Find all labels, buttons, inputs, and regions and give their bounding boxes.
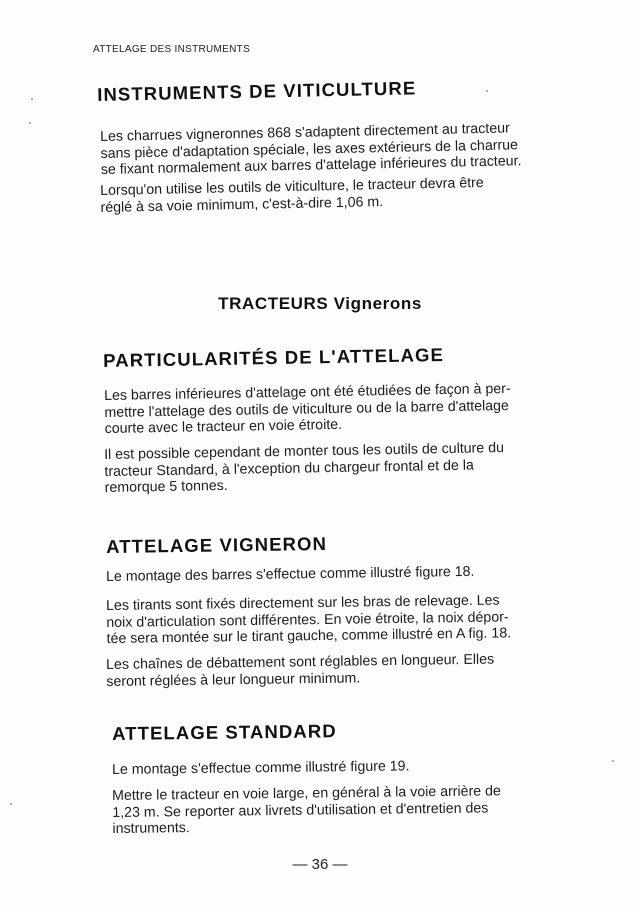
scan-speck xyxy=(10,803,12,805)
scan-speck xyxy=(612,760,614,762)
heading-attelage-standard: ATTELAGE STANDARD xyxy=(112,720,337,744)
scan-speck xyxy=(486,90,488,92)
heading-tracteurs-vignerons: TRACTEURS Vignerons xyxy=(218,294,422,313)
scan-speck xyxy=(29,122,31,124)
running-head: ATTELAGE DES INSTRUMENTS xyxy=(93,44,251,55)
page-number: — 36 — xyxy=(292,856,348,873)
paragraph-standard-1: Le montage s'effectue comme illustré figure 19. xyxy=(112,758,410,778)
paragraph-vigneron-3: Les chaînes de débattement sont réglables en longueur. Elles seront réglées à leur longueur minimum. xyxy=(106,651,495,690)
heading-viticulture: INSTRUMENTS DE VITICULTURE xyxy=(97,77,417,105)
heading-attelage-vigneron: ATTELAGE VIGNERON xyxy=(106,532,328,557)
paragraph-particularites-2: Il est possible cependant de monter tous les outils de culture du tracteur Standard, à l'exception du chargeur frontal et de la remorque 5 tonnes. xyxy=(104,440,505,496)
paragraph-viticulture-1: Les charrues vigneronnes 868 s'adaptent directement au tracteur sans pièce d'adaptation spéciale, les axes extérieurs de la charrue se fixant normalement aux barres d'attelage inférieures du tracteur. xyxy=(100,120,522,178)
paragraph-standard-2: Mettre le tracteur en voie large, en général à la voie arrière de 1,23 m. Se reporter aux livrets d'utilisation et d'entretien des instruments. xyxy=(112,783,501,837)
paragraph-viticulture-2: Lorsqu'on utilise les outils de viticulture, le tracteur devra être réglé à sa voie minimum, c'est-à-dire 1,06 m. xyxy=(100,174,484,216)
paragraph-particularites-1: Les barres inférieures d'attelage ont été étudiées de façon à per- mettre l'attelage des outils de viticulture ou de la barre d'attelage courte avec le tracteur en voie étroite. xyxy=(104,380,511,437)
paragraph-vigneron-1: Le montage des barres s'effectue comme illustré figure 18. xyxy=(106,563,475,585)
scan-speck xyxy=(31,98,33,100)
paragraph-vigneron-2: Les tirants sont fixés directement sur les bras de relevage. Les noix d'articulation sont différentes. En voie étroite, la noix dépor- tée sera montée sur le tirant gauche, comme illustré en A fig. 18. xyxy=(106,592,512,647)
heading-particularites: PARTICULARITÉS DE L'ATTELAGE xyxy=(103,344,445,371)
